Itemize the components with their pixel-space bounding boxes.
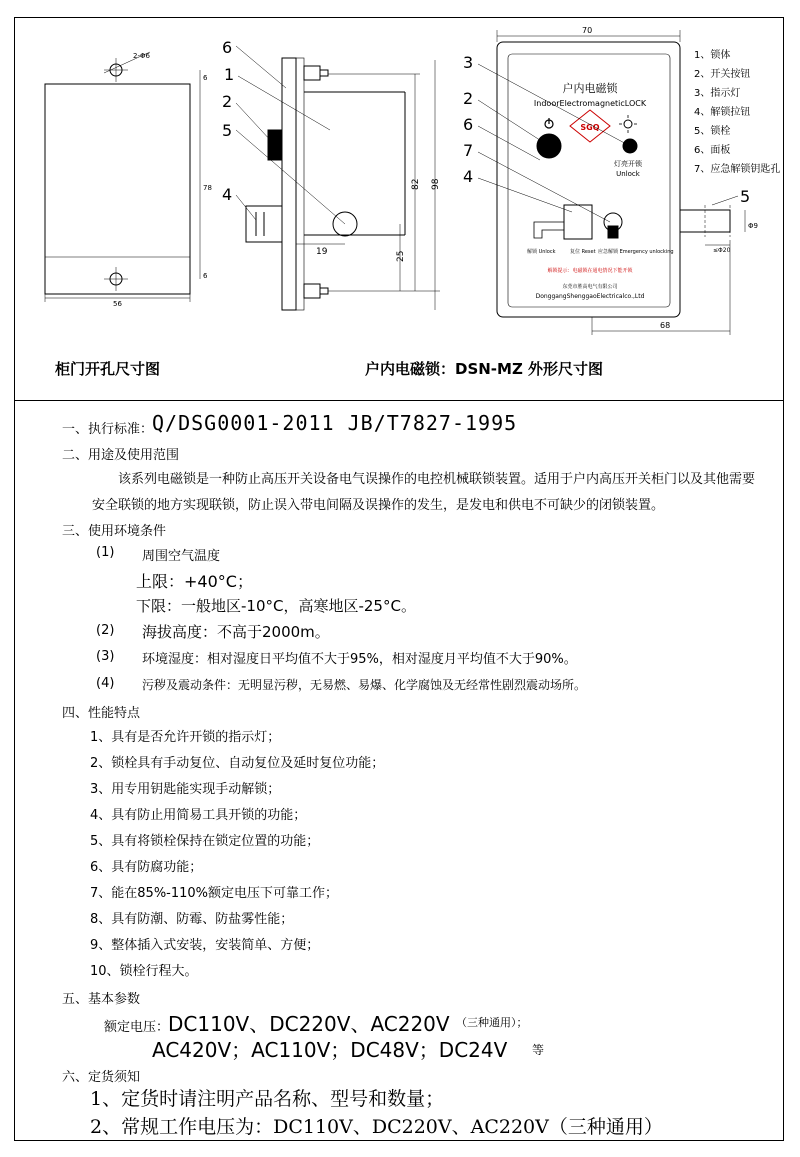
s5-voltage-note-1: （三种通用）； <box>456 1016 528 1029</box>
s3-item-1: 周围空气温度 <box>142 549 221 564</box>
led-label-en: Unlock <box>616 170 640 178</box>
legend-item: 7、应急解锁钥匙孔 <box>694 164 781 175</box>
s3-item-1-num: (1) <box>96 545 115 560</box>
side-switch <box>268 130 282 160</box>
dim-cut-top: 6 <box>203 74 208 82</box>
s3-item-2-num: (2) <box>96 623 115 638</box>
callout-side-2: 2 <box>222 92 233 111</box>
dim-shaft-dia: Φ9 <box>748 222 758 230</box>
lever-label-emergency: 应急解锁 Emergency unlocking <box>598 249 674 255</box>
callout-front-7: 7 <box>463 141 474 160</box>
cutout-rect <box>45 84 190 294</box>
feature-item: 9、整体插入式安装，安装简单、方便； <box>90 938 320 953</box>
s5-label: 五、基本参数 <box>62 992 141 1007</box>
dim-hole-dia: 2-Φ6 <box>133 52 150 60</box>
s5-rated-label: 额定电压： <box>104 1020 170 1035</box>
dim-cut-w: 56 <box>113 300 122 308</box>
callout-front-6: 6 <box>463 115 474 134</box>
door-cutout-drawing <box>45 52 212 308</box>
feature-item: 10、锁栓行程大。 <box>90 964 198 979</box>
dim-side-82: 82 <box>411 178 421 190</box>
feature-item: 4、具有防止用简易工具开锁的功能； <box>90 808 307 823</box>
s3-item-4-num: (4) <box>96 676 115 691</box>
legend-item: 2、开关按钮 <box>694 69 751 80</box>
company-en: DonggangShenggaoElectricalco.,Ltd <box>535 293 645 300</box>
callout-side-5: 5 <box>222 121 233 140</box>
s3-item-4: 污秽及震动条件：无明显污秽，无易燃、易爆、化学腐蚀及无经常性剧烈震动场所。 <box>142 678 587 692</box>
callout-side-4: 4 <box>222 185 233 204</box>
sun-icon <box>624 120 632 128</box>
legend-item: 6、面板 <box>694 145 731 156</box>
s5-voltage-line-2: AC420V；AC110V；DC48V；DC24V <box>152 1038 508 1062</box>
s3-item-3: 环境湿度：相对湿度日平均值不大于95%，相对湿度月平均值不大于90%。 <box>142 652 577 667</box>
dim-side-98: 98 <box>431 178 441 190</box>
company-cn: 东莞市胜高电气有限公司 <box>562 284 618 290</box>
dim-front-70: 70 <box>582 26 593 35</box>
s2-paragraph-1: 该系列电磁锁是一种防止高压开关设备电气误操作的电控机械联锁装置。适用于户内高压开关柜门以及其他需要 <box>118 472 756 487</box>
s3-label: 三、使用环境条件 <box>62 524 167 539</box>
s4-label: 四、性能特点 <box>62 706 141 721</box>
panel-title: 户内电磁锁 <box>562 82 618 95</box>
s5-voltage-note-2: 等 <box>532 1043 545 1057</box>
dim-front-68: 68 <box>660 321 671 330</box>
logo-text: SGQ <box>580 123 600 132</box>
s2-label: 二、用途及使用范围 <box>62 448 180 463</box>
dim-side-19: 19 <box>316 247 328 257</box>
s6-item-2: 2、常规工作电压为：DC110V、DC220V、AC220V（三种通用） <box>90 1116 663 1138</box>
section-divider <box>14 400 784 401</box>
side-view-drawing <box>236 46 441 310</box>
s3-item-3-num: (3) <box>96 649 115 664</box>
s6-item-1: 1、定货时请注明产品名称、型号和数量； <box>90 1088 445 1110</box>
s3-item-2: 海拔高度：不高于2000m。 <box>142 623 330 641</box>
feature-item: 7、能在85%-110%额定电压下可靠工作； <box>90 886 339 901</box>
lever-label-unlock: 解锁 Unlock <box>527 249 556 255</box>
caption-door-cutout: 柜门开孔尺寸图 <box>55 360 161 378</box>
callout-front-2: 2 <box>463 89 474 108</box>
feature-item: 6、具有防腐功能； <box>90 860 203 875</box>
side-panel <box>282 58 296 310</box>
s1-standards: Q/DSG0001-2011 JB/T7827-1995 <box>152 411 518 435</box>
legend-item: 3、指示灯 <box>694 88 741 99</box>
dim-side-25: 25 <box>396 250 406 262</box>
callout-front-3: 3 <box>463 53 474 72</box>
feature-item: 2、锁栓具有手动复位、自动复位及延时复位功能； <box>90 756 385 771</box>
dim-cut-bot: 6 <box>203 272 208 280</box>
feature-item: 8、具有防潮、防霉、防盐雾性能； <box>90 912 294 927</box>
s6-label: 六、定货须知 <box>62 1070 141 1085</box>
led-label-cn: 灯亮开锁 <box>614 160 642 168</box>
dim-cut-h: 78 <box>203 184 212 192</box>
s3-item-1a: 上限：+40°C； <box>136 572 253 591</box>
callout-front-4: 4 <box>463 167 474 186</box>
callout-front-5: 5 <box>740 187 751 206</box>
dim-shaft-len: ≤Φ20 <box>713 247 731 254</box>
s1-label: 一、执行标准： <box>62 422 154 437</box>
callout-side-6: 6 <box>222 38 233 57</box>
callout-side-1: 1 <box>224 65 235 84</box>
dimension-drawing <box>0 0 800 400</box>
s5-voltage-line-1: DC110V、DC220V、AC220V <box>168 1012 450 1036</box>
warning-text: 解锁提示：电磁锁在通电情况下能开锁 <box>547 268 633 274</box>
lever-label-reset: 复位 Reset <box>570 249 596 255</box>
feature-item: 1、具有是否允许开锁的指示灯； <box>90 730 281 745</box>
legend-item: 4、解锁拉钮 <box>694 107 751 118</box>
parts-legend <box>694 48 780 175</box>
feature-item: 5、具有将锁栓保持在锁定位置的功能； <box>90 834 320 849</box>
feature-item: 3、用专用钥匙能实现手动解锁； <box>90 782 281 797</box>
legend-item: 1、锁体 <box>694 50 731 61</box>
caption-outline: 户内电磁锁：DSN-MZ 外形尺寸图 <box>365 360 604 378</box>
s2-paragraph-2: 安全联锁的地方实现联锁，防止误入带电间隔及误操作的发生，是发电和供电不可缺少的闭锁装置。 <box>92 498 665 513</box>
panel-subtitle: IndoorElectromagneticLOCK <box>533 99 647 108</box>
s3-item-1b: 下限：一般地区-10°C，高寒地区-25°C。 <box>136 597 416 615</box>
legend-item: 5、锁栓 <box>694 126 731 137</box>
